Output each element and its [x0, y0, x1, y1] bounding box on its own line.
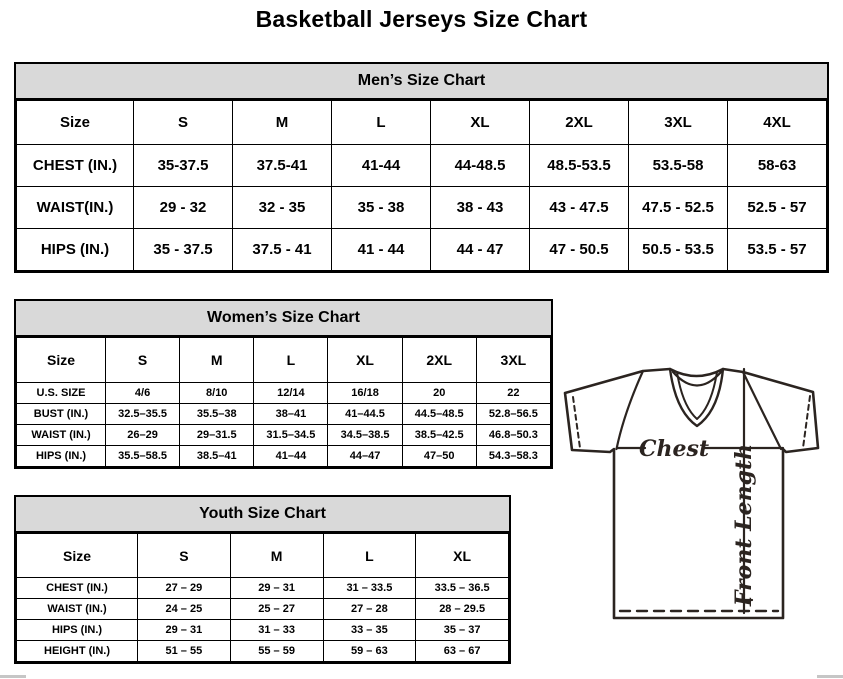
- size-header: 3XL: [629, 101, 728, 145]
- table-row: [17, 229, 827, 271]
- cell-value: 41–44.5: [328, 404, 402, 425]
- womens-chart-title: Women’s Size Chart: [16, 301, 551, 337]
- bottom-right-scroll-mark: [817, 675, 843, 678]
- cell-value: 38.5–42.5: [402, 425, 476, 446]
- cell-value: 47.5 - 52.5: [629, 187, 728, 229]
- cell-value: 27 – 28: [323, 599, 416, 620]
- row-label: CHEST (IN.): [17, 145, 134, 187]
- size-header: L: [332, 101, 431, 145]
- womens-size-table: [16, 337, 551, 467]
- header-row: [17, 101, 827, 145]
- cell-value: 20: [402, 383, 476, 404]
- size-column-header: Size: [17, 534, 138, 578]
- cell-value: 26–29: [106, 425, 180, 446]
- cell-value: 55 – 59: [230, 641, 323, 662]
- cell-value: 46.8–50.3: [476, 425, 550, 446]
- cell-value: 41 - 44: [332, 229, 431, 271]
- row-label: HEIGHT (IN.): [17, 641, 138, 662]
- youth-size-chart: [14, 495, 511, 664]
- cell-value: 38 - 43: [431, 187, 530, 229]
- size-header: XL: [431, 101, 530, 145]
- size-header: S: [134, 101, 233, 145]
- mens-chart-title: Men’s Size Chart: [16, 64, 827, 100]
- size-column-header: Size: [17, 338, 106, 383]
- table-row: [17, 187, 827, 229]
- youth-chart-title: Youth Size Chart: [16, 497, 509, 533]
- cell-value: 44.5–48.5: [402, 404, 476, 425]
- cell-value: 35-37.5: [134, 145, 233, 187]
- size-header: L: [254, 338, 328, 383]
- cell-value: 12/14: [254, 383, 328, 404]
- table-row: [17, 599, 509, 620]
- cell-value: 35 – 37: [416, 620, 509, 641]
- row-label: WAIST (IN.): [17, 425, 106, 446]
- cell-value: 35.5–38: [180, 404, 254, 425]
- cell-value: 24 – 25: [138, 599, 231, 620]
- cell-value: 38–41: [254, 404, 328, 425]
- page-title: Basketball Jerseys Size Chart: [255, 6, 588, 32]
- cell-value: 27 – 29: [138, 578, 231, 599]
- cell-value: 44–47: [328, 446, 402, 467]
- cell-value: 16/18: [328, 383, 402, 404]
- size-header: 2XL: [530, 101, 629, 145]
- cell-value: 25 – 27: [230, 599, 323, 620]
- chest-label: Chest: [638, 436, 710, 462]
- table-row: [17, 425, 551, 446]
- size-column-header: Size: [17, 101, 134, 145]
- cell-value: 4/6: [106, 383, 180, 404]
- cell-value: 37.5 - 41: [233, 229, 332, 271]
- size-header: M: [230, 534, 323, 578]
- size-header: 2XL: [402, 338, 476, 383]
- cell-value: 31.5–34.5: [254, 425, 328, 446]
- cell-value: 63 – 67: [416, 641, 509, 662]
- cell-value: 33 – 35: [323, 620, 416, 641]
- row-label: CHEST (IN.): [17, 578, 138, 599]
- cell-value: 35 - 37.5: [134, 229, 233, 271]
- cell-value: 33.5 – 36.5: [416, 578, 509, 599]
- cell-value: 29 – 31: [230, 578, 323, 599]
- cell-value: 32 - 35: [233, 187, 332, 229]
- jersey-measurement-diagram: [556, 358, 843, 626]
- cell-value: 35.5–58.5: [106, 446, 180, 467]
- row-label: BUST (IN.): [17, 404, 106, 425]
- womens-size-chart: [14, 299, 553, 469]
- cell-value: 52.8–56.5: [476, 404, 550, 425]
- cell-value: 38.5–41: [180, 446, 254, 467]
- row-label: WAIST(IN.): [17, 187, 134, 229]
- cell-value: 59 – 63: [323, 641, 416, 662]
- cell-value: 41–44: [254, 446, 328, 467]
- table-row: [17, 404, 551, 425]
- cell-value: 41-44: [332, 145, 431, 187]
- cell-value: 31 – 33: [230, 620, 323, 641]
- size-header: S: [138, 534, 231, 578]
- row-label: HIPS (IN.): [17, 229, 134, 271]
- mens-size-table: [16, 100, 827, 271]
- youth-size-table: [16, 533, 509, 662]
- size-header: XL: [328, 338, 402, 383]
- cell-value: 29–31.5: [180, 425, 254, 446]
- cell-value: 31 – 33.5: [323, 578, 416, 599]
- row-label: U.S. SIZE: [17, 383, 106, 404]
- cell-value: 53.5-58: [629, 145, 728, 187]
- cell-value: 48.5-53.5: [530, 145, 629, 187]
- cell-value: 43 - 47.5: [530, 187, 629, 229]
- bottom-left-scroll-mark: [0, 675, 26, 678]
- size-header: XL: [416, 534, 509, 578]
- cell-value: 51 – 55: [138, 641, 231, 662]
- header-row: [17, 338, 551, 383]
- row-label: WAIST (IN.): [17, 599, 138, 620]
- cell-value: 29 - 32: [134, 187, 233, 229]
- size-header: M: [233, 101, 332, 145]
- cell-value: 22: [476, 383, 550, 404]
- row-label: HIPS (IN.): [17, 620, 138, 641]
- cell-value: 47–50: [402, 446, 476, 467]
- cell-value: 58-63: [728, 145, 827, 187]
- cell-value: 32.5–35.5: [106, 404, 180, 425]
- cell-value: 54.3–58.3: [476, 446, 550, 467]
- size-header: M: [180, 338, 254, 383]
- header-row: [17, 534, 509, 578]
- cell-value: 8/10: [180, 383, 254, 404]
- table-row: [17, 383, 551, 404]
- table-row: [17, 641, 509, 662]
- size-header: 4XL: [728, 101, 827, 145]
- jersey-outline-shape: [565, 369, 818, 618]
- cell-value: 35 - 38: [332, 187, 431, 229]
- cell-value: 37.5-41: [233, 145, 332, 187]
- cell-value: 28 – 29.5: [416, 599, 509, 620]
- front-length-label: Front Length: [731, 443, 757, 607]
- cell-value: 52.5 - 57: [728, 187, 827, 229]
- table-row: [17, 145, 827, 187]
- cell-value: 50.5 - 53.5: [629, 229, 728, 271]
- cell-value: 29 – 31: [138, 620, 231, 641]
- size-header: S: [106, 338, 180, 383]
- cell-value: 47 - 50.5: [530, 229, 629, 271]
- size-header: 3XL: [476, 338, 550, 383]
- cell-value: 53.5 - 57: [728, 229, 827, 271]
- table-row: [17, 578, 509, 599]
- table-row: [17, 620, 509, 641]
- row-label: HIPS (IN.): [17, 446, 106, 467]
- cell-value: 34.5–38.5: [328, 425, 402, 446]
- cell-value: 44 - 47: [431, 229, 530, 271]
- mens-size-chart: [14, 62, 829, 273]
- cell-value: 44-48.5: [431, 145, 530, 187]
- table-row: [17, 446, 551, 467]
- size-header: L: [323, 534, 416, 578]
